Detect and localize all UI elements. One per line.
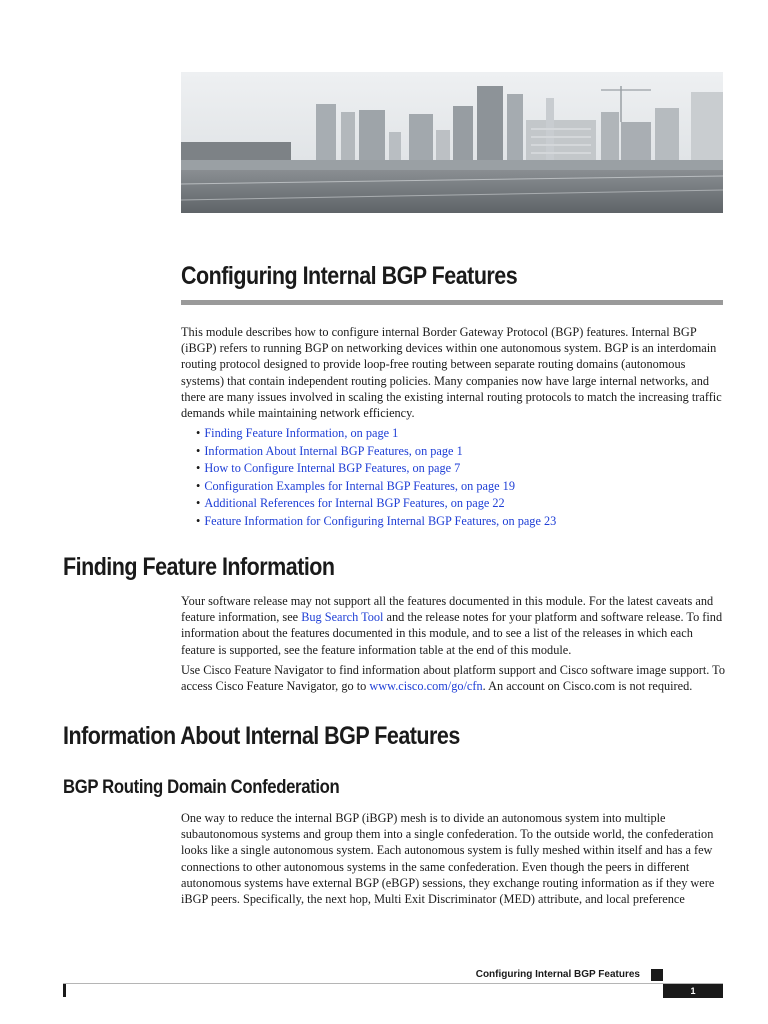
- toc-item: [196, 425, 556, 443]
- footer-title: Configuring Internal BGP Features: [475, 969, 640, 980]
- bullet-icon: •: [196, 496, 201, 511]
- toc-link-how-to-configure[interactable]: How to Configure Internal BGP Features, on page 7: [204, 461, 461, 476]
- finding-heading: Finding Feature Information: [63, 553, 335, 581]
- bullet-icon: •: [196, 426, 201, 440]
- toc-link-feature-information[interactable]: Feature Information for Configuring Internal BGP Features, on page 23: [204, 513, 557, 528]
- toc-list: [196, 425, 556, 531]
- bug-search-tool-link[interactable]: Bug Search Tool: [301, 610, 384, 625]
- toc-link-information[interactable]: Information About Internal BGP Features, on page 1: [204, 443, 463, 458]
- finding-p1-text-after: and the release notes for your platform and software release. To find information about the features documented in this module, and to see a list of the releases in which each feature is supported, see the feature information table at the end of this module.: [181, 610, 723, 657]
- footer-rule: [63, 983, 723, 984]
- chapter-title: Configuring Internal BGP Features: [181, 262, 518, 290]
- finding-paragraph-2: [181, 662, 726, 694]
- page-number: 1: [663, 984, 723, 998]
- confederation-subheading: BGP Routing Domain Confederation: [63, 777, 340, 798]
- finding-p2-text: Use Cisco Feature Navigator to find information about platform support and Cisco software image support. To access Cisco Feature Navigator, go to: [181, 663, 725, 694]
- toc-item: [196, 513, 556, 531]
- toc-item: [196, 460, 556, 478]
- cfn-link[interactable]: www.cisco.com/go/cfn: [369, 679, 483, 694]
- bullet-icon: •: [196, 513, 201, 528]
- chapter-rule: [181, 300, 723, 305]
- finding-paragraph-1: [181, 593, 726, 658]
- footer-marker: [651, 969, 663, 981]
- finding-p2-text-after: . An account on Cisco.com is not required.: [482, 679, 693, 694]
- toc-item: [196, 443, 556, 461]
- toc-link-additional-references[interactable]: Additional References for Internal BGP Features, on page 22: [204, 496, 505, 511]
- confederation-paragraph: One way to reduce the internal BGP (iBGP) mesh is to divide an autonomous system into multiple subautonomous systems and group them into a single confederation. To the outside world, the confederation looks like a single autonomous system. Each autonomous system is fully meshed within itself and has a few connections to other autonomous systems in the same confederation. Even though the peers in different autonomous systems have external BGP (eBGP) sessions, they exchange routing information as if they were iBGP peers. Specifically, the next hop, Multi Exit Discriminator (MED) attribute, and local preference: [181, 811, 715, 907]
- toc-item: [196, 495, 556, 513]
- bullet-icon: •: [196, 461, 201, 476]
- toc-item: [196, 478, 556, 496]
- toc-link-configuration-examples[interactable]: Configuration Examples for Internal BGP Features, on page 19: [204, 478, 515, 493]
- information-heading: Information About Internal BGP Features: [63, 722, 460, 750]
- intro-paragraph: This module describes how to configure internal Border Gateway Protocol (BGP) features. Internal BGP (iBGP) refers to running BGP on networking devices within one autonomous system. BGP is an interdomain routing protocol designed to provide loop-free routing between separate routing domains (autonomous systems) that contain independent routing policies. Many companies now have large internal networks, and there are many issues involved in scaling the existing internal routing protocols to match the increasing traffic demands while maintaining network efficiency.: [181, 325, 722, 421]
- footer-tick: [63, 984, 66, 997]
- toc-link-finding[interactable]: Finding Feature Information, on page 1: [204, 426, 399, 440]
- bullet-icon: •: [196, 478, 201, 493]
- bullet-icon: •: [196, 443, 201, 458]
- finding-p1-text: Your software release may not support all the features documented in this module. For the latest caveats and feature information, see: [181, 594, 714, 625]
- banner-image: [181, 72, 723, 213]
